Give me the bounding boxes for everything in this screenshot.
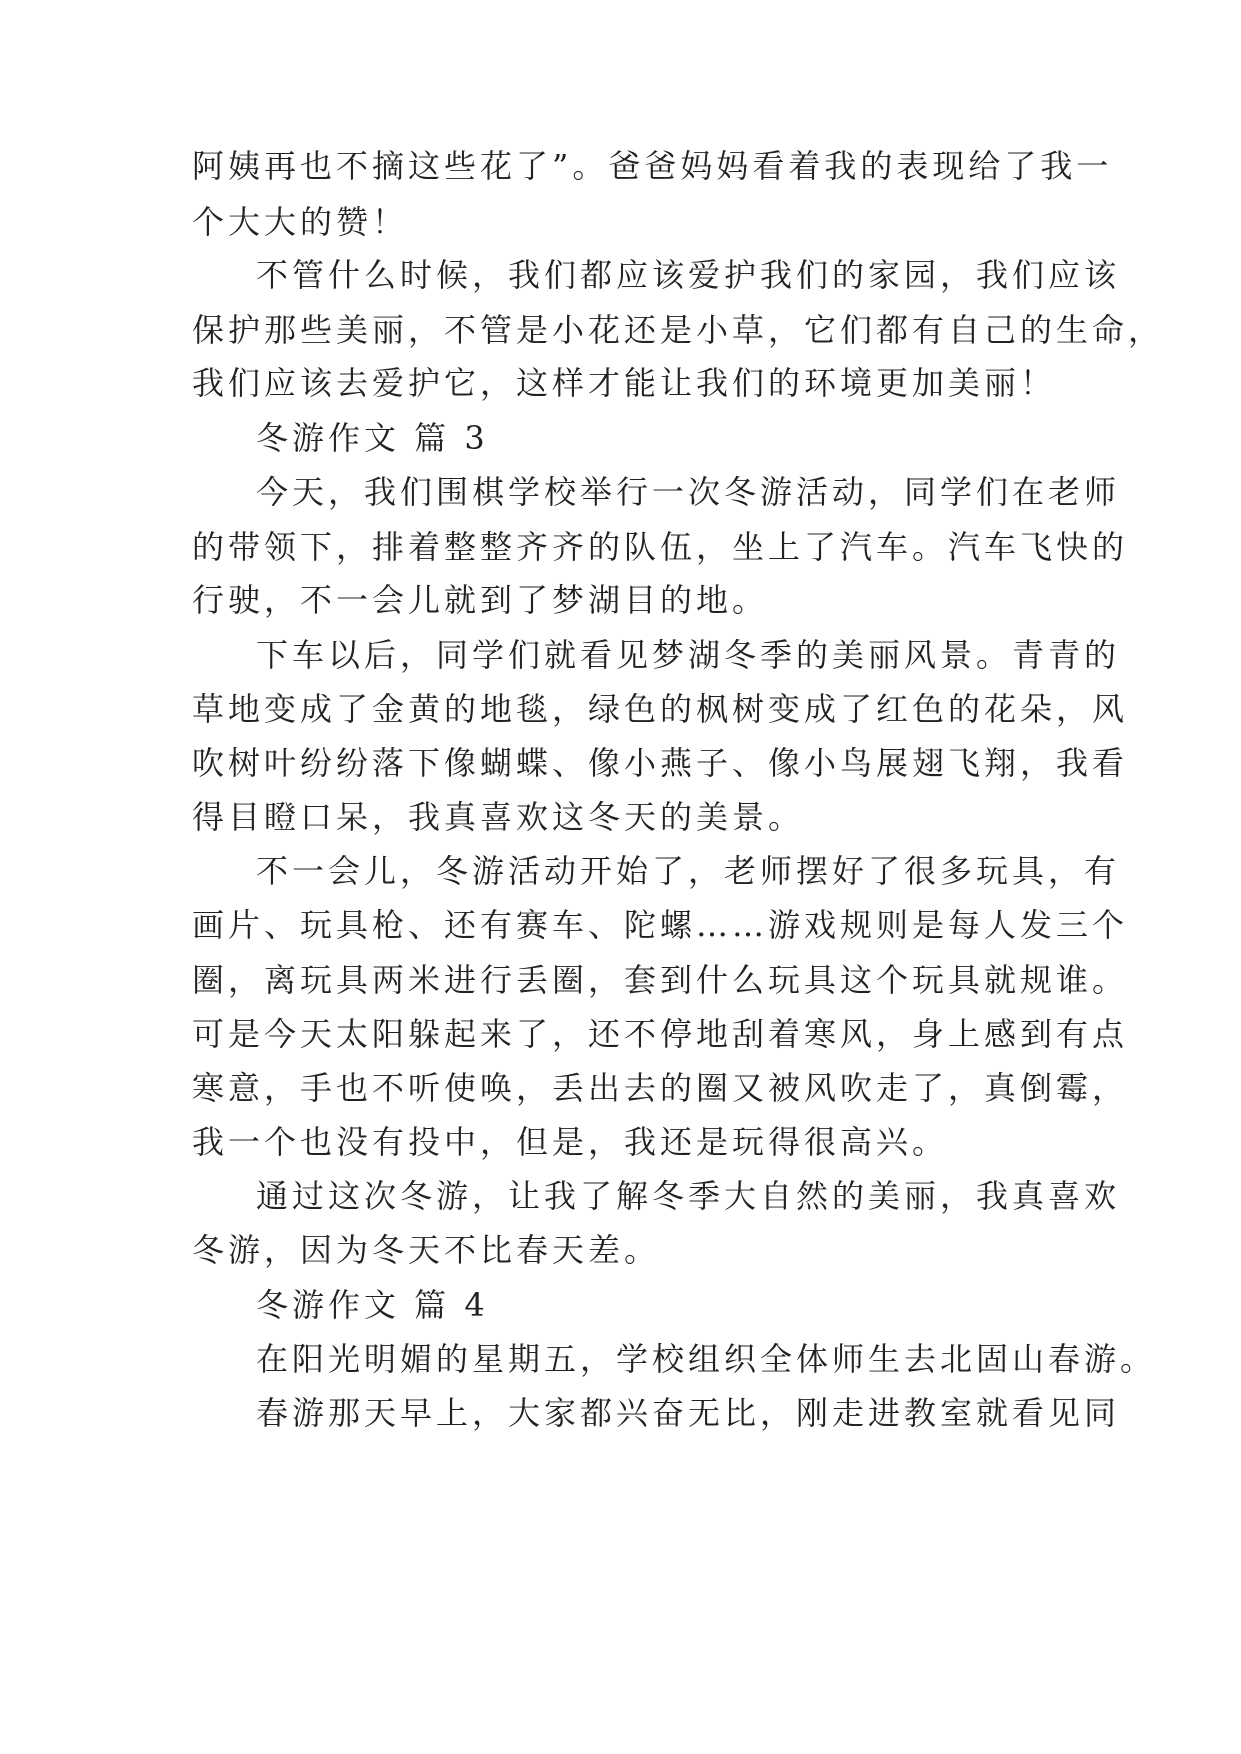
section-heading: 冬游作文 篇 4	[256, 1286, 489, 1324]
paragraph-line: 春游那天早上，大家都兴奋无比，刚走进教室就看见同	[256, 1394, 1121, 1432]
paragraph-line: 通过这次冬游，让我了解冬季大自然的美丽，我真喜欢	[256, 1177, 1121, 1215]
paragraph-line: 下车以后，同学们就看见梦湖冬季的美丽风景。青青的	[256, 636, 1121, 674]
paragraph-line: 冬游，因为冬天不比春天差。	[192, 1231, 661, 1269]
paragraph-line: 我一个也没有投中，但是，我还是玩得很高兴。	[192, 1123, 949, 1161]
paragraph-line: 吹树叶纷纷落下像蝴蝶、像小燕子、像小鸟展翅飞翔，我看	[192, 744, 1129, 782]
paragraph-line: 可是今天太阳躲起来了，还不停地刮着寒风，身上感到有点	[192, 1015, 1129, 1053]
paragraph-line: 不一会儿，冬游活动开始了，老师摆好了很多玩具，有	[256, 852, 1121, 890]
paragraph-line: 个大大的赞！	[192, 203, 409, 241]
section-heading: 冬游作文 篇 3	[256, 419, 489, 457]
paragraph-line: 圈，离玩具两米进行丢圈，套到什么玩具这个玩具就规谁。	[192, 961, 1129, 999]
paragraph-line: 行驶，不一会儿就到了梦湖目的地。	[192, 581, 769, 619]
paragraph-line: 阿姨再也不摘这些花了”。爸爸妈妈看着我的表现给了我一	[192, 147, 1113, 185]
paragraph-line: 寒意，手也不听使唤，丢出去的圈又被风吹走了，真倒霉，	[192, 1069, 1129, 1107]
paragraph-line: 今天，我们围棋学校举行一次冬游活动，同学们在老师	[256, 473, 1121, 511]
paragraph-line: 在阳光明媚的星期五，学校组织全体师生去北固山春游。	[256, 1340, 1157, 1378]
paragraph-line: 画片、玩具枪、还有赛车、陀螺……游戏规则是每人发三个	[192, 906, 1129, 944]
paragraph-line: 的带领下，排着整整齐齐的队伍，坐上了汽车。汽车飞快的	[192, 528, 1129, 566]
paragraph-line: 保护那些美丽，不管是小花还是小草，它们都有自己的生命，	[192, 311, 1165, 349]
paragraph-line: 草地变成了金黄的地毯，绿色的枫树变成了红色的花朵，风	[192, 690, 1129, 728]
paragraph-line: 不管什么时候，我们都应该爱护我们的家园，我们应该	[256, 256, 1121, 294]
paragraph-line: 我们应该去爱护它，这样才能让我们的环境更加美丽！	[192, 364, 1057, 402]
paragraph-line: 得目瞪口呆，我真喜欢这冬天的美景。	[192, 798, 805, 836]
